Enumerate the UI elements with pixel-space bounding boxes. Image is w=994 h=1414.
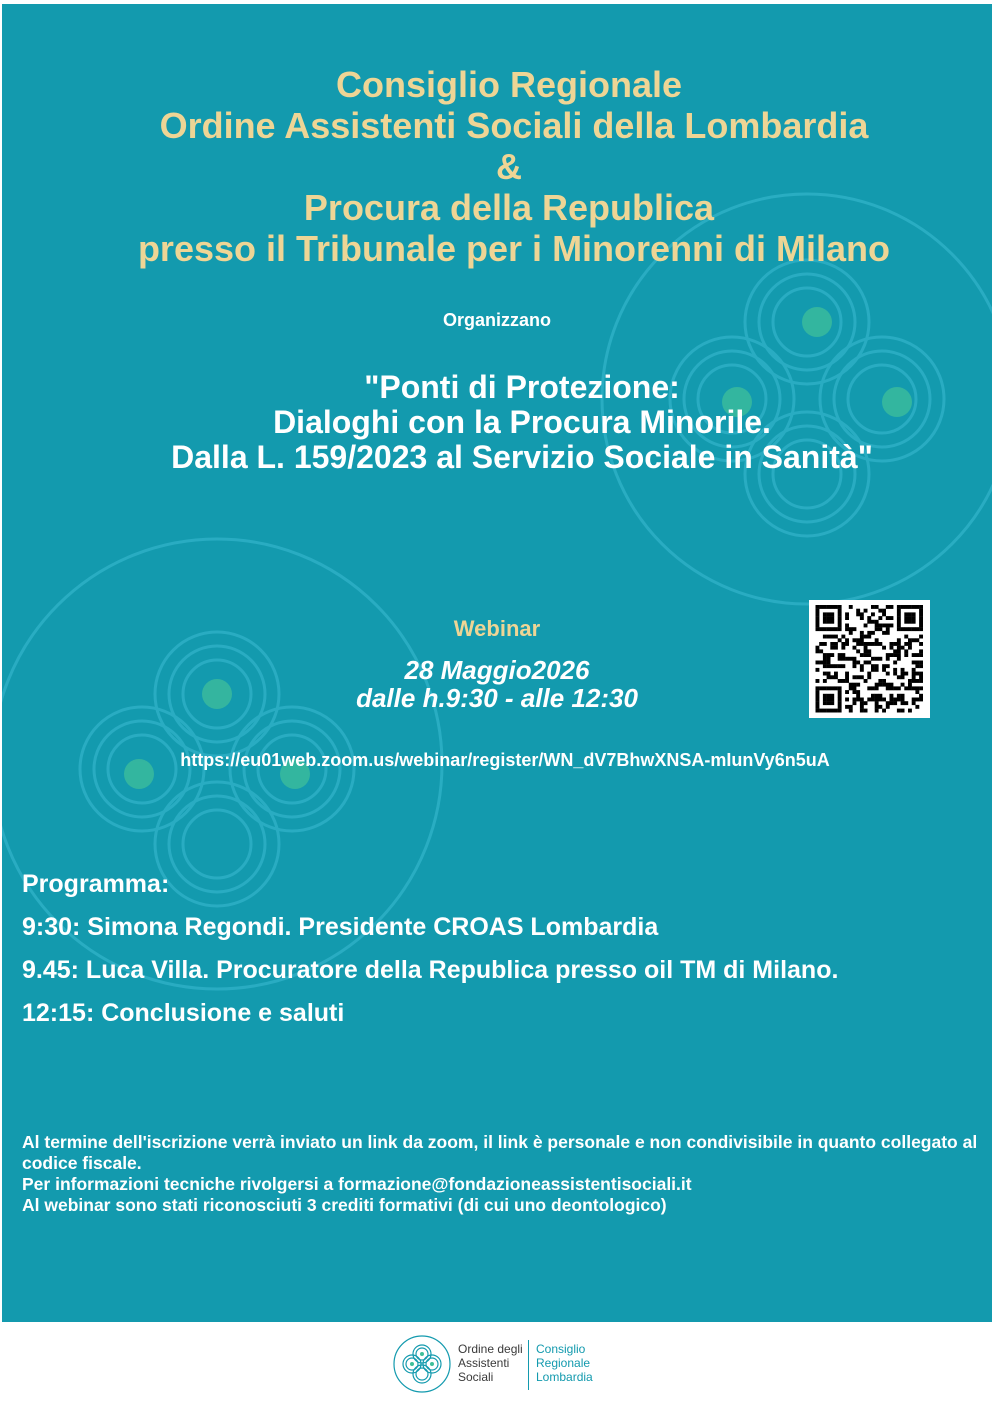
program-item: 12:15: Conclusione e saluti — [22, 999, 345, 1027]
footer-org-line: Assistenti — [458, 1356, 510, 1370]
heading-line-1: Consiglio Regionale — [335, 64, 683, 105]
footer-council-line: Lombardia — [536, 1370, 593, 1384]
heading-line-2: Ordine Assistenti Sociali della Lombardia — [149, 105, 869, 146]
registration-link[interactable]: https://eu01web.zoom.us/webinar/register/WN_dV7BhwXNSA-mIunVy6n5uA — [180, 750, 830, 770]
program-item: 9.45: Luca Villa. Procuratore della Republica presso oil TM di Milano. — [22, 956, 839, 984]
event-date: 28 Maggio2026 — [404, 655, 590, 685]
heading-line-4: Procura della Republica — [303, 187, 715, 228]
footer-council-line: Regionale — [536, 1356, 591, 1370]
qr-code-icon[interactable] — [809, 600, 930, 718]
footer-org-line: Sociali — [458, 1370, 494, 1384]
program-title: Programma: — [22, 870, 170, 898]
poster — [2, 4, 992, 1322]
event-title-line-2: Dialoghi con la Procura Minorile. — [273, 404, 771, 440]
event-title — [2, 370, 992, 475]
knot-logo-icon — [392, 1334, 452, 1394]
organizers-label: Organizzano — [442, 310, 551, 330]
footer-org-name — [458, 1342, 523, 1384]
notes-section — [22, 1132, 987, 1216]
note-technical-info: Per informazioni tecniche rivolgersi a formazione@fondazioneassistentisociali.it — [22, 1174, 692, 1194]
heading-line-3: & — [496, 146, 522, 187]
note-registration: Al termine dell'iscrizione verrà inviato un link da zoom, il link è personale e non condivisibile in quanto collegato al codice fiscale. — [22, 1132, 978, 1173]
event-title-line-3: Dalla L. 159/2023 al Servizio Sociale in Sanità" — [171, 439, 873, 475]
footer-org-line: Ordine degli — [458, 1342, 523, 1356]
footer-council-line: Consiglio — [536, 1342, 586, 1356]
note-credits: Al webinar sono stati riconosciuti 3 crediti formativi (di cui uno deontologico) — [22, 1195, 667, 1215]
program-section — [22, 870, 982, 1042]
program-item: 9:30: Simona Regondi. Presidente CROAS Lombardia — [22, 913, 659, 941]
event-title-line-1: "Ponti di Protezione: — [364, 369, 680, 405]
footer-council-name — [536, 1342, 593, 1384]
organizers-heading — [2, 64, 992, 269]
footer — [0, 1322, 994, 1414]
heading-line-5: presso il Tribunale per i Minorenni di Milano — [127, 228, 891, 269]
footer-divider — [528, 1340, 529, 1390]
event-time: dalle h.9:30 - alle 12:30 — [356, 683, 638, 713]
event-type: Webinar — [453, 616, 541, 641]
